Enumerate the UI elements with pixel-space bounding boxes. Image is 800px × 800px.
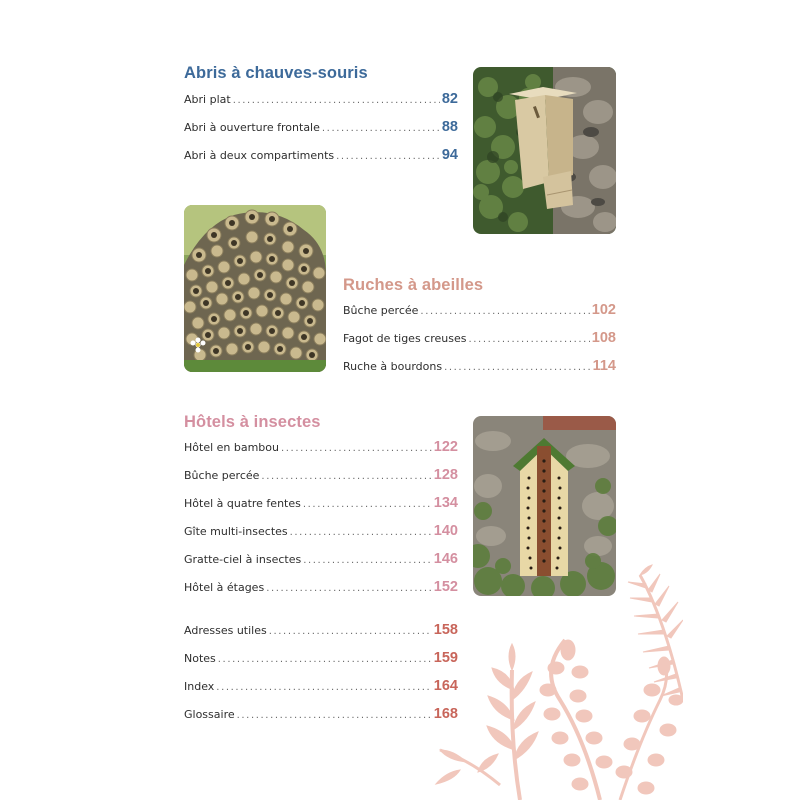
- page-number: 94: [441, 147, 458, 163]
- section-title: Ruches à abeilles: [343, 276, 484, 294]
- page-number: 82: [441, 91, 458, 107]
- entry-label: Gîte multi-insectes: [184, 525, 288, 538]
- page-number: 164: [433, 678, 458, 694]
- entry-label: Hôtel en bambou: [184, 441, 279, 454]
- entry-label: Hôtel à étages: [184, 581, 265, 594]
- entry-label: Abri à ouverture frontale: [184, 121, 320, 134]
- entry-label: Bûche percée: [184, 469, 260, 482]
- page-number: 158: [433, 622, 458, 638]
- entry-label: Abri à deux compartiments: [184, 149, 335, 162]
- page-number: 108: [591, 330, 616, 346]
- entry-label: Ruche à bourdons: [343, 360, 443, 373]
- page-number: 88: [441, 119, 458, 135]
- page-number: 122: [433, 439, 458, 455]
- entry-label: Hôtel à quatre fentes: [184, 497, 301, 510]
- entry-label: Bûche percée: [343, 304, 419, 317]
- entry-label: Notes: [184, 652, 216, 665]
- entry-label: Glossaire: [184, 708, 235, 721]
- page-number: 168: [433, 706, 458, 722]
- entry-label: Fagot de tiges creuses: [343, 332, 467, 345]
- page-number: 146: [433, 551, 458, 567]
- entry-label: Adresses utiles: [184, 624, 267, 637]
- entry-label: Index: [184, 680, 215, 693]
- section-title: Hôtels à insectes: [184, 413, 321, 431]
- page-number: 128: [433, 467, 458, 483]
- entry-label: Abri plat: [184, 93, 231, 106]
- page-number: 140: [433, 523, 458, 539]
- page-number: 102: [591, 302, 616, 318]
- page-number: 152: [433, 579, 458, 595]
- page-number: 159: [433, 650, 458, 666]
- page-number: 114: [592, 358, 616, 374]
- section-title: Abris à chauves-souris: [184, 64, 368, 82]
- entry-label: Gratte-ciel à insectes: [184, 553, 302, 566]
- page-number: 134: [433, 495, 458, 511]
